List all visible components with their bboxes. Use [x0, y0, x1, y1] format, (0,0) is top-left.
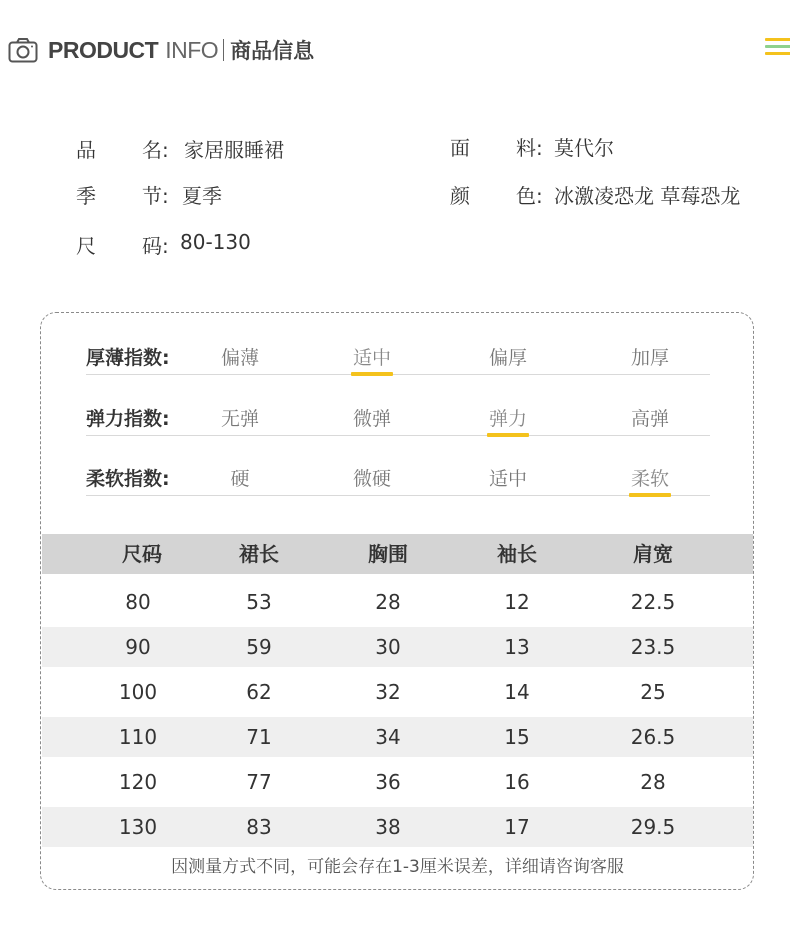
- table-row: [42, 582, 753, 622]
- camera-icon: [8, 37, 38, 63]
- cell-length: 53: [246, 590, 272, 614]
- header-cell-length: 裙长: [239, 542, 279, 566]
- info-color-label-1: 颜: [450, 184, 470, 208]
- cell-chest: 28: [375, 590, 401, 614]
- index-label: 厚薄指数:: [86, 347, 170, 369]
- hamburger-menu-icon[interactable]: [765, 38, 790, 56]
- info-season-label-2: 节:: [142, 184, 169, 208]
- cell-sleeve: 16: [504, 770, 530, 794]
- table-row: [42, 627, 753, 667]
- cell-length: 71: [246, 725, 272, 749]
- info-material-label-2: 料:: [516, 136, 543, 160]
- info-color-label-2: 色:: [516, 184, 543, 208]
- info-material-value: 莫代尔: [554, 136, 614, 160]
- cell-length: 83: [246, 815, 272, 839]
- index-selected-marker: [487, 433, 529, 437]
- cell-shoulder: 26.5: [630, 725, 676, 749]
- cell-shoulder: 28: [640, 770, 666, 794]
- cell-shoulder: 29.5: [630, 815, 676, 839]
- info-season-value: 夏季: [182, 184, 222, 208]
- cell-shoulder: 22.5: [630, 590, 676, 614]
- index-option: 柔软: [630, 468, 669, 490]
- title-divider: [223, 39, 224, 61]
- table-row: [42, 762, 753, 802]
- cell-size: 130: [118, 815, 158, 839]
- cell-sleeve: 17: [504, 815, 530, 839]
- index-option: 适中: [352, 347, 391, 369]
- cell-chest: 32: [375, 680, 401, 704]
- index-divider: [86, 435, 710, 436]
- header-cell-chest: 胸围: [368, 542, 408, 566]
- page-header: [8, 34, 314, 66]
- table-row: [42, 672, 753, 712]
- index-option: 适中: [488, 468, 527, 490]
- info-size-label-2: 码:: [142, 234, 169, 258]
- measurement-note: 因测量方式不同，可能会存在1-3厘米误差，详细请咨询客服: [171, 857, 624, 877]
- cell-length: 77: [246, 770, 272, 794]
- index-selected-marker: [351, 372, 393, 376]
- index-option: 微弹: [352, 408, 391, 430]
- cell-size: 110: [118, 725, 158, 749]
- cell-shoulder: 23.5: [630, 635, 676, 659]
- info-size-value: 80-130: [180, 230, 251, 254]
- title-product: PRODUCT: [48, 36, 159, 63]
- info-name-label-2: 名:: [142, 138, 169, 162]
- table-header: [42, 534, 753, 574]
- cell-size: 90: [125, 635, 151, 659]
- table-row: [42, 807, 753, 847]
- header-cell-shoulder: 肩宽: [633, 542, 673, 566]
- info-size-label-1: 尺: [76, 234, 96, 258]
- cell-sleeve: 12: [504, 590, 530, 614]
- index-option: 高弹: [630, 408, 669, 430]
- cell-chest: 36: [375, 770, 401, 794]
- index-option: 硬: [230, 468, 250, 490]
- table-row: [42, 717, 753, 757]
- index-option: 偏薄: [220, 347, 259, 369]
- cell-sleeve: 14: [504, 680, 530, 704]
- cell-chest: 34: [375, 725, 401, 749]
- index-label: 弹力指数:: [86, 408, 170, 430]
- cell-length: 59: [246, 635, 272, 659]
- cell-chest: 30: [375, 635, 401, 659]
- index-selected-marker: [629, 493, 671, 497]
- cell-length: 62: [246, 680, 272, 704]
- index-divider: [86, 374, 710, 375]
- index-option: 无弹: [220, 408, 259, 430]
- index-option: 偏厚: [488, 347, 527, 369]
- header-cell-sleeve: 袖长: [497, 542, 537, 566]
- index-divider: [86, 495, 710, 496]
- info-name-value: 家居服睡裙: [184, 138, 284, 162]
- title-chinese: 商品信息: [230, 39, 315, 63]
- cell-size: 120: [118, 770, 158, 794]
- header-cell-size: 尺码: [122, 542, 162, 566]
- cell-chest: 38: [375, 815, 401, 839]
- info-name-label-1: 品: [76, 138, 96, 162]
- title-info: INFO: [165, 36, 219, 63]
- cell-sleeve: 13: [504, 635, 530, 659]
- cell-size: 100: [118, 680, 158, 704]
- cell-shoulder: 25: [640, 680, 666, 704]
- info-season-label-1: 季: [76, 184, 96, 208]
- index-option: 弹力: [488, 408, 527, 430]
- info-color-value: 冰激凌恐龙 草莓恐龙: [554, 184, 741, 208]
- index-option: 微硬: [352, 468, 391, 490]
- index-label: 柔软指数:: [86, 468, 170, 490]
- cell-size: 80: [125, 590, 151, 614]
- info-material-label-1: 面: [450, 136, 470, 160]
- index-option: 加厚: [630, 347, 669, 369]
- cell-sleeve: 15: [504, 725, 530, 749]
